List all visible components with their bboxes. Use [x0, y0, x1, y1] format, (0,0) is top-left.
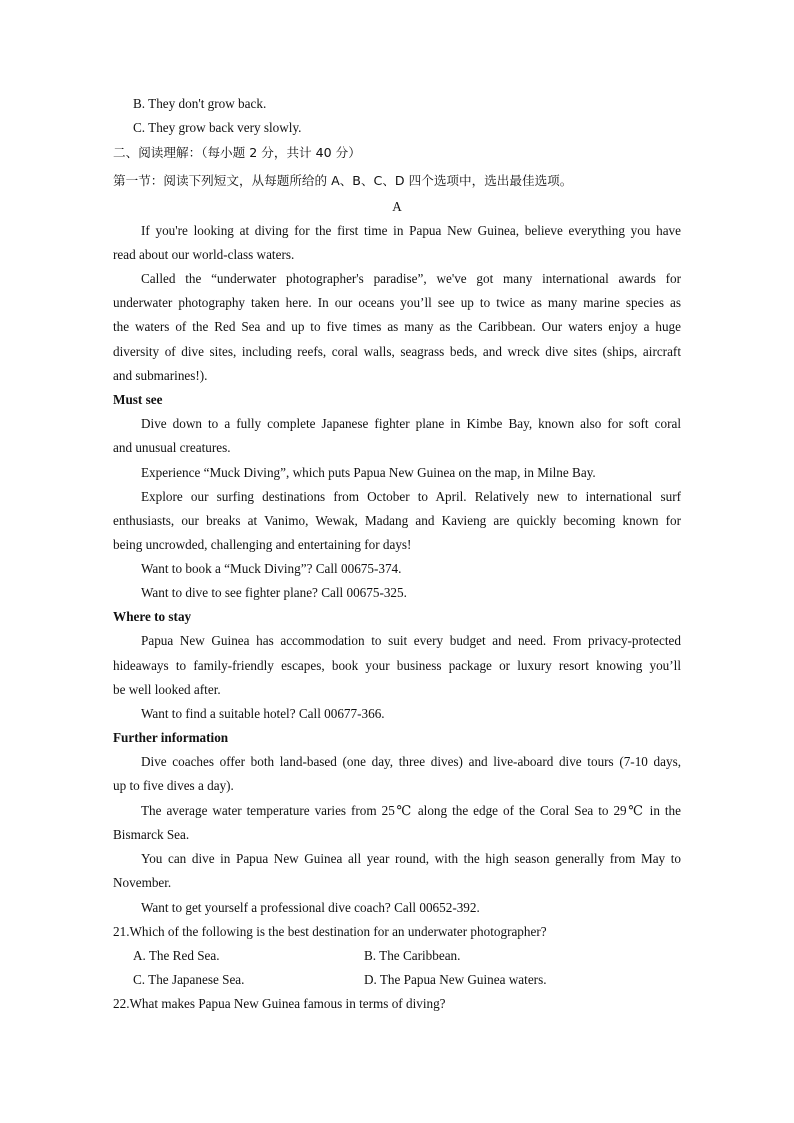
paragraph-line: enthusiasts, our breaks at Vanimo, Wewak, Madang and Kavieng are quickly becoming known for — [113, 513, 681, 528]
question-21-option-b: B. The Caribbean. — [364, 948, 461, 963]
paragraph-line: hideaways to family-friendly escapes, book your business package or luxury resort knowing you’ll — [113, 658, 681, 673]
paragraph-line: November. — [113, 875, 172, 890]
paragraph-line: Want to book a “Muck Diving”? Call 00675-374. — [141, 561, 402, 576]
paragraph-line: and unusual creatures. — [113, 440, 231, 455]
paragraph-line: underwater photography taken here. In our oceans you’ll see up to twice as many marine species as — [113, 295, 681, 310]
heading-where-to-stay: Where to stay — [113, 609, 192, 624]
paragraph-line: The average water temperature varies from 25℃ along the edge of the Coral Sea to 29℃ in the — [141, 803, 681, 818]
paragraph-line: Bismarck Sea. — [113, 827, 190, 842]
heading-further-information: Further information — [113, 730, 229, 745]
paragraph-line: be well looked after. — [113, 682, 221, 697]
paragraph-line: You can dive in Papua New Guinea all year round, with the high season generally from May to — [141, 851, 681, 866]
prev-option-b: B. They don't grow back. — [133, 96, 267, 111]
paragraph-line: being uncrowded, challenging and entertaining for days! — [113, 537, 412, 552]
paragraph-line: and submarines!). — [113, 368, 208, 383]
paragraph-line: Called the “underwater photographer's paradise”, we've got many international awards for — [141, 271, 681, 286]
section-instruction: 第一节：阅读下列短文，从每题所给的 A、B、C、D 四个选项中，选出最佳选项。 — [113, 173, 573, 188]
paragraph-line: Dive down to a fully complete Japanese fighter plane in Kimbe Bay, known also for soft coral — [141, 416, 681, 431]
prev-option-c: C. They grow back very slowly. — [133, 120, 302, 135]
paragraph-line: Experience “Muck Diving”, which puts Papua New Guinea on the map, in Milne Bay. — [141, 465, 596, 480]
question-21-stem: 21.Which of the following is the best destination for an underwater photographer? — [113, 924, 547, 939]
paragraph-line: diversity of dive sites, including reefs, coral walls, seagrass beds, and wreck dive sites (ships, aircraft — [113, 344, 681, 359]
paragraph-line: If you're looking at diving for the first time in Papua New Guinea, believe everything you have — [141, 223, 681, 238]
heading-must-see: Must see — [113, 392, 163, 407]
question-22-stem: 22.What makes Papua New Guinea famous in terms of diving? — [113, 996, 446, 1011]
paragraph-line: Want to get yourself a professional dive coach? Call 00652-392. — [141, 900, 480, 915]
paragraph-line: Dive coaches offer both land-based (one day, three dives) and live-aboard dive tours (7-10 days, — [141, 754, 681, 769]
paragraph-line: Want to find a suitable hotel? Call 00677-366. — [141, 706, 385, 721]
paragraph-line: the waters of the Red Sea and up to five times as many as the Caribbean. Our waters enjoy a huge — [113, 319, 681, 334]
paragraph-line: Want to dive to see fighter plane? Call 00675-325. — [141, 585, 407, 600]
question-21-option-c: C. The Japanese Sea. — [133, 972, 245, 987]
question-21-option-d: D. The Papua New Guinea waters. — [364, 972, 547, 987]
paragraph-line: read about our world-class waters. — [113, 247, 295, 262]
question-21-option-a: A. The Red Sea. — [133, 948, 220, 963]
paragraph-line: Explore our surfing destinations from October to April. Relatively new to international surf — [141, 489, 681, 504]
paragraph-line: Papua New Guinea has accommodation to suit every budget and need. From privacy-protected — [141, 633, 681, 648]
section-heading: 二、阅读理解：（每小题 2 分，共计 40 分） — [113, 145, 361, 160]
paragraph-line: up to five dives a day). — [113, 778, 234, 793]
passage-label: A — [392, 199, 402, 214]
